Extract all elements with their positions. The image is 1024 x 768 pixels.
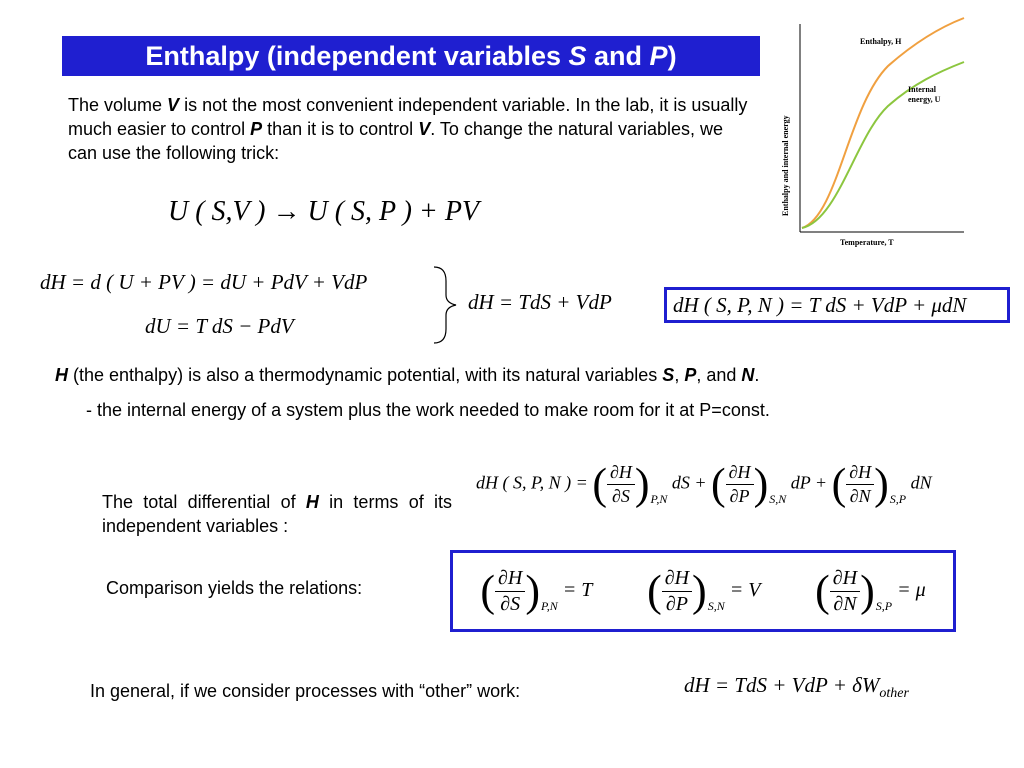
relations-box <box>450 550 956 632</box>
enthalpy-graph <box>778 16 968 250</box>
title-text-and: and <box>586 41 650 71</box>
general-case-equation: dH = TdS + VdP + $\delta W_{other}$ <box>684 673 909 701</box>
partial-frac-3: $\frac{\partial H}{\partial N}$ <box>846 462 874 507</box>
graph-svg <box>778 16 968 250</box>
dH-result-equation: dH = TdS + VdP <box>468 290 612 314</box>
title-var-p: P <box>649 41 668 71</box>
relation-volume: ( $\frac{\partial H}{\partial P}$ )$_{S,N} = V$ <box>647 566 761 615</box>
relation-chemical-potential: ( $\frac{\partial H}{\partial N}$ )$_{S,P} = \mu$ <box>815 566 926 615</box>
internal-energy-curve <box>802 62 964 228</box>
partial-frac-2: $\frac{\partial H}{\partial P}$ <box>726 462 754 507</box>
comparison-label: Comparison yields the relations: <box>106 578 363 598</box>
title-text-end: ) <box>667 41 677 71</box>
enthalpy-meaning: - the internal energy of a system plus the work needed to make room for it at P=const. <box>86 400 770 420</box>
slide-title <box>62 36 760 76</box>
intro-paragraph: The volume V is not the most convenient independent variable. In the lab, it is usually much easier to control P than it is to control V. To change the natural variables, we can use the following trick: <box>68 95 748 163</box>
internal-energy-label-2: energy, U <box>908 95 941 104</box>
title-text: Enthalpy (independent variables <box>145 41 569 71</box>
graph-y-label: Enthalpy and internal energy <box>781 115 790 216</box>
boxed-fundamental-equation: dH ( S, P, N ) = T dS + VdP + μdN <box>664 287 1010 323</box>
title-var-s: S <box>568 41 587 71</box>
relation-temperature: ( $\frac{\partial H}{\partial S}$ )$_{P,N} = T$ <box>480 566 593 615</box>
partial-frac-1: $\frac{\partial H}{\partial S}$ <box>607 462 635 507</box>
general-case-label: In general, if we consider processes with “other” work: <box>90 681 521 701</box>
potential-statement: H (the enthalpy) is also a thermodynamic potential, with its natural variables S, P, and N. <box>55 365 760 385</box>
total-differential-text: The total differential of H in terms of its independent variables : <box>102 492 452 536</box>
dU-equation: dU = T dS − PdV <box>145 314 294 338</box>
graph-x-label: Temperature, T <box>840 238 894 247</box>
total-differential-equation: dH ( S, P, N ) = ( $\frac{\partial H}{\partial S}$ )$_{P,N}$ dS + ( $\frac{\partial H}{\partial P}$ )$_{S,N}$ dP + ( $\frac{\partial H}{\partial N}$ )$_{S,P}$ dN <box>476 459 932 509</box>
enthalpy-curve <box>802 18 964 228</box>
internal-energy-label-1: Internal <box>908 85 936 94</box>
dH-expansion-equation: dH = d ( U + PV ) = dU + PdV + VdP <box>40 270 368 294</box>
right-brace <box>430 265 460 345</box>
enthalpy-curve-label: Enthalpy, H <box>860 37 902 46</box>
trick-equation: U ( S,V ) → U ( S, P ) + PV <box>168 196 480 227</box>
